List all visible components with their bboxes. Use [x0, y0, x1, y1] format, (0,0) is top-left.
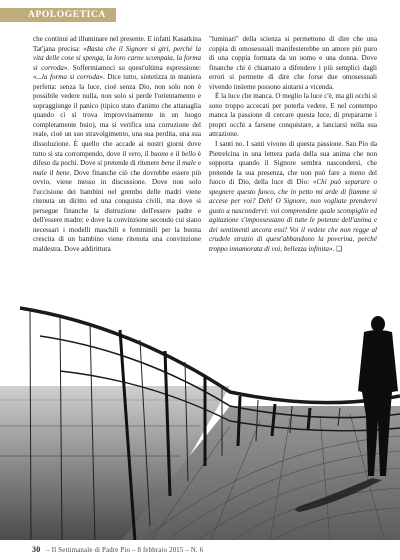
paragraph: È la luce che manca. O meglio la luce c'è, ma gli occhi si sono troppo accecati per poterla vedere. E nel contempo manca la passione di cercare questa luce, di prepararne i propri occhi a farsene conquistare, a lanciarsi nella sua attrazione.	[209, 92, 377, 139]
paragraph: "luminari" della scienza si permettono di dire che una coppia di omosessuali manifesterebbe un amore più puro di una coppia formata da un uomo e una donna. Dove finanche chi è chiamato a difendere i più semplici dagli errori si permette di dire che forse due omosessuali vivendo insieme possono aiutarsi a vicenda.	[209, 35, 377, 91]
page-footer	[0, 540, 400, 560]
publication-info: – Il Settimanale di Padre Pio – 8 febbraio 2015 – N. 6	[46, 547, 204, 554]
section-tag: APOLOGETICA	[0, 8, 116, 22]
paragraph: che continui ad illuminare nel presente. E infatti Kasatkina Tat'jana precisa: «Basta che il Signore si giri, perché la vita delle cose si spenga, la loro carne scompaia, la forma si corroda». Soffermiamoci su quest'ultima espressione: «...la forma si corroda». Dice tutto, sintetizza in maniera perfetta: senza la luce, cioè senza Dio, non solo non è possibile vedere nulla, non solo si perde l'orientamento e sopraggiunge il panico (tipico stato d'animo che attanaglia quando ci si trova improvvisamente in un luogo completamente buio), ma si verifica una corruzione del reale, cioè un suo stravolgimento, una sua perdita, una sua dissoluzione. È quello che accade ai nostri giorni dove tutto si sta corrompendo, dove il vero, il buono e il bello è difeso da pochi. Dove si pretende di ritenere bene il male e male il bene. Dove finanche ciò che dovrebbe essere più ovvio, viene messo in discussione. Dove non solo l'uccisione dei bambini nel grembo delle madri viene ritenuta un diritto ed una conquista civili, ma dove si persegue finanche la distruzione dell'essere padre e dell'essere madre; e dove la convinzione secondo cui siano necessari i modelli maschili e femminili per la buona crescita di un bambino viene ritenuta una convinzione maldestra. Dove addirittura	[33, 35, 201, 254]
article-column-right	[209, 35, 377, 255]
article-column-left	[33, 35, 201, 255]
page-number: 30	[32, 545, 41, 554]
end-of-article-icon: ❑	[336, 245, 343, 254]
paragraph: I santi no. I santi vivono di questa passione. San Pio da Pietrelcina in una lettera parla della sua anima che non sopporta quando il Signore sembra nascondersi, che pretende la sua presenza, che non può fare a meno del fuoco di Dio, della luce di Dio: «Chi può separare o spegnere questo fuoco, che in petto mi arde di fiamme sì accese per voi? Deh! O Signore, non vogliate prendervi gusto a nascondervi: voi comprendete quale scompiglio ed agitazione s'impossessano di tutte le potenze dell'anima e dei sentimenti ancora essi! Voi il vedete che non regge al crudele strazio di quest'abbandono la poverina, perché troppo innamorata di voi, bellezza infinita». ❑	[209, 140, 378, 254]
pier-silhouette-photo	[0, 296, 400, 542]
